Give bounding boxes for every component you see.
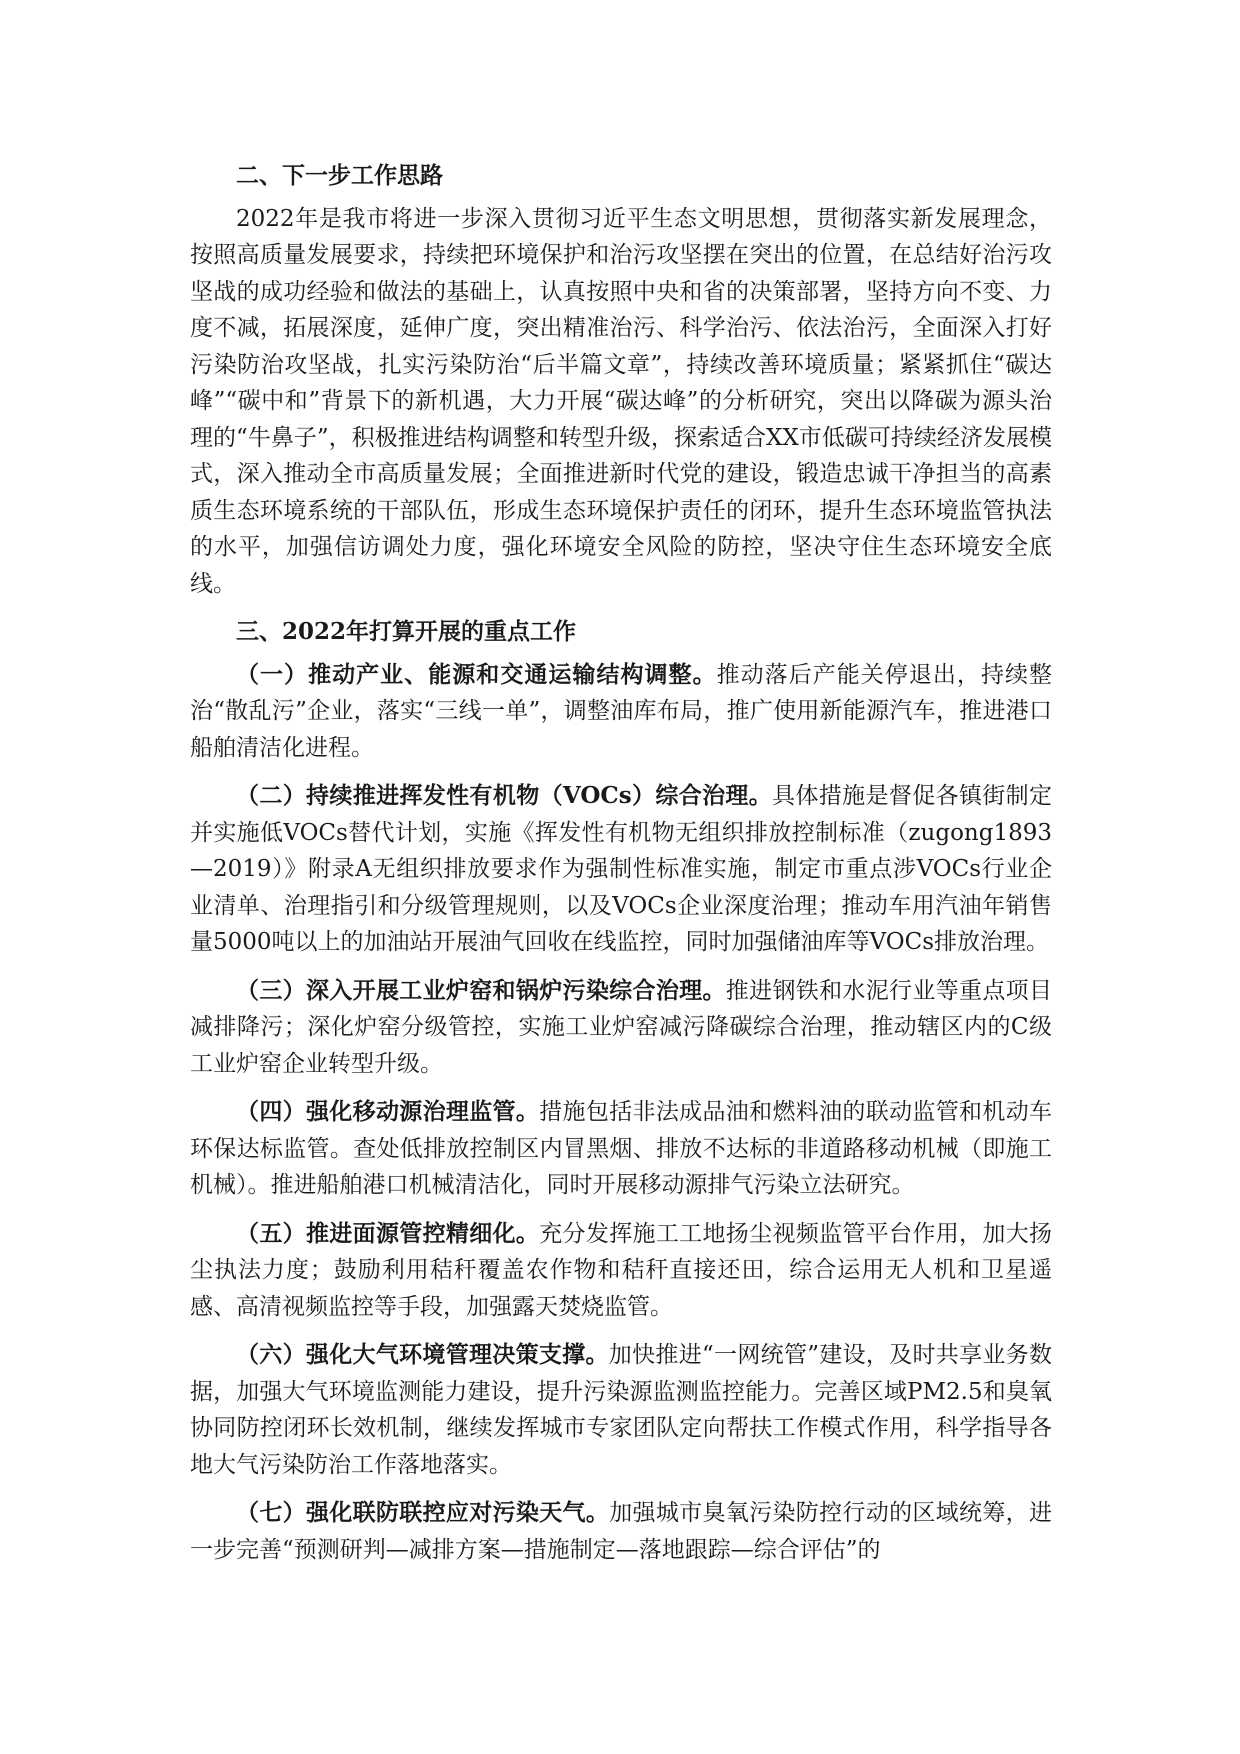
work-item-5: [190, 1216, 1052, 1326]
work-item-1: [190, 657, 1052, 767]
work-item-2-lead: （二）持续推进挥发性有机物（VOCs）综合治理。: [236, 782, 773, 809]
section-2-paragraph: 2022年是我市将进一步深入贯彻习近平生态文明思想，贯彻落实新发展理念，按照高质量发展要求，持续把环境保护和治污攻坚摆在突出的位置，在总结好治污攻坚战的成功经验和做法的基础上，认真按照中央和省的决策部署，坚持方向不变、力度不减，拓展深度，延伸广度，突出精准治污、科学治污、依法治污，全面深入打好污染防治攻坚战，扎实污染防治“后半篇文章”，持续改善环境质量；紧紧抓住“碳达峰”“碳中和”背景下的新机遇，大力开展“碳达峰”的分析研究，突出以降碳为源头治理的“牛鼻子”，积极推进结构调整和转型升级，探索适合XX市低碳可持续经济发展模式，深入推动全市高质量发展；全面推进新时代党的建设，锻造忠诚干净担当的高素质生态环境系统的干部队伍，形成生态环境保护责任的闭环，提升生态环境监管执法的水平，加强信访调处力度，强化环境安全风险的防控，坚决守住生态环境安全底线。: [190, 205, 1052, 597]
work-item-7: [190, 1495, 1052, 1568]
work-item-3: [190, 973, 1052, 1083]
work-item-6-text: 加快推进“一网统管”建设，及时共享业务数据，加强大气环境监测能力建设，提升污染源监测监控能力。完善区域PM2.5和臭氧协同防控闭环长效机制，继续发挥城市专家团队定向帮扶工作模式作用，科学指导各地大气污染防治工作落地落实。: [190, 1342, 1052, 1478]
section-3-heading: 三、2022年打算开展的重点工作: [236, 618, 577, 645]
work-item-6-lead: （六）强化大气环境管理决策支撑。: [236, 1341, 609, 1368]
work-item-7-text: 加强城市臭氧污染防控行动的区域统筹，进一步完善“预测研判—减排方案—措施制定—落地跟踪—综合评估”的: [190, 1500, 1053, 1563]
work-item-4-text: 措施包括非法成品油和燃料油的联动监管和机动车环保达标监管。查处低排放控制区内冒黑烟、排放不达标的非道路移动机械（即施工机械）。推进船舶港口机械清洁化，同时开展移动源排气污染立法研究。: [190, 1099, 1053, 1198]
section-2-heading: 二、下一步工作思路: [236, 162, 443, 189]
document-page: [190, 158, 1052, 1580]
work-item-2: [190, 778, 1052, 961]
work-item-2-text: 具体措施是督促各镇街制定并实施低VOCs替代计划，实施《挥发性有机物无组织排放控制标准（zugong1893—2019）》附录A无组织排放要求作为强制性标准实施，制定市重点涉VOCs行业企业清单、治理指引和分级管理规则，以及VOCs企业深度治理；推动车用汽油年销售量5000吨以上的加油站开展油气回收在线监控，同时加强储油库等VOCs排放治理。: [190, 783, 1052, 955]
work-item-4-lead: （四）强化移动源治理监管。: [236, 1098, 540, 1125]
work-item-6: [190, 1337, 1052, 1483]
work-item-1-text: 推动落后产能关停退出，持续整治“散乱污”企业，落实“三线一单”，调整油库布局，推广使用新能源汽车，推进港口船舶清洁化进程。: [190, 661, 1053, 761]
work-item-3-text: 推进钢铁和水泥行业等重点项目减排降污；深化炉窑分级管控，实施工业炉窑减污降碳综合治理，推动辖区内的C级工业炉窑企业转型升级。: [190, 977, 1053, 1077]
work-item-7-lead: （七）强化联防联控应对污染天气。: [236, 1499, 610, 1526]
work-item-5-lead: （五）推进面源管控精细化。: [236, 1219, 540, 1247]
work-item-4: [190, 1094, 1052, 1204]
work-item-5-text: 充分发挥施工工地扬尘视频监管平台作用，加大扬尘执法力度；鼓励利用秸秆覆盖农作物和秸秆直接还田，综合运用无人机和卫星遥感、高清视频监控等手段，加强露天焚烧监管。: [190, 1220, 1053, 1320]
work-item-1-lead: （一）推动产业、能源和交通运输结构调整。: [236, 660, 717, 688]
work-item-3-lead: （三）深入开展工业炉窑和锅炉污染综合治理。: [236, 976, 726, 1004]
